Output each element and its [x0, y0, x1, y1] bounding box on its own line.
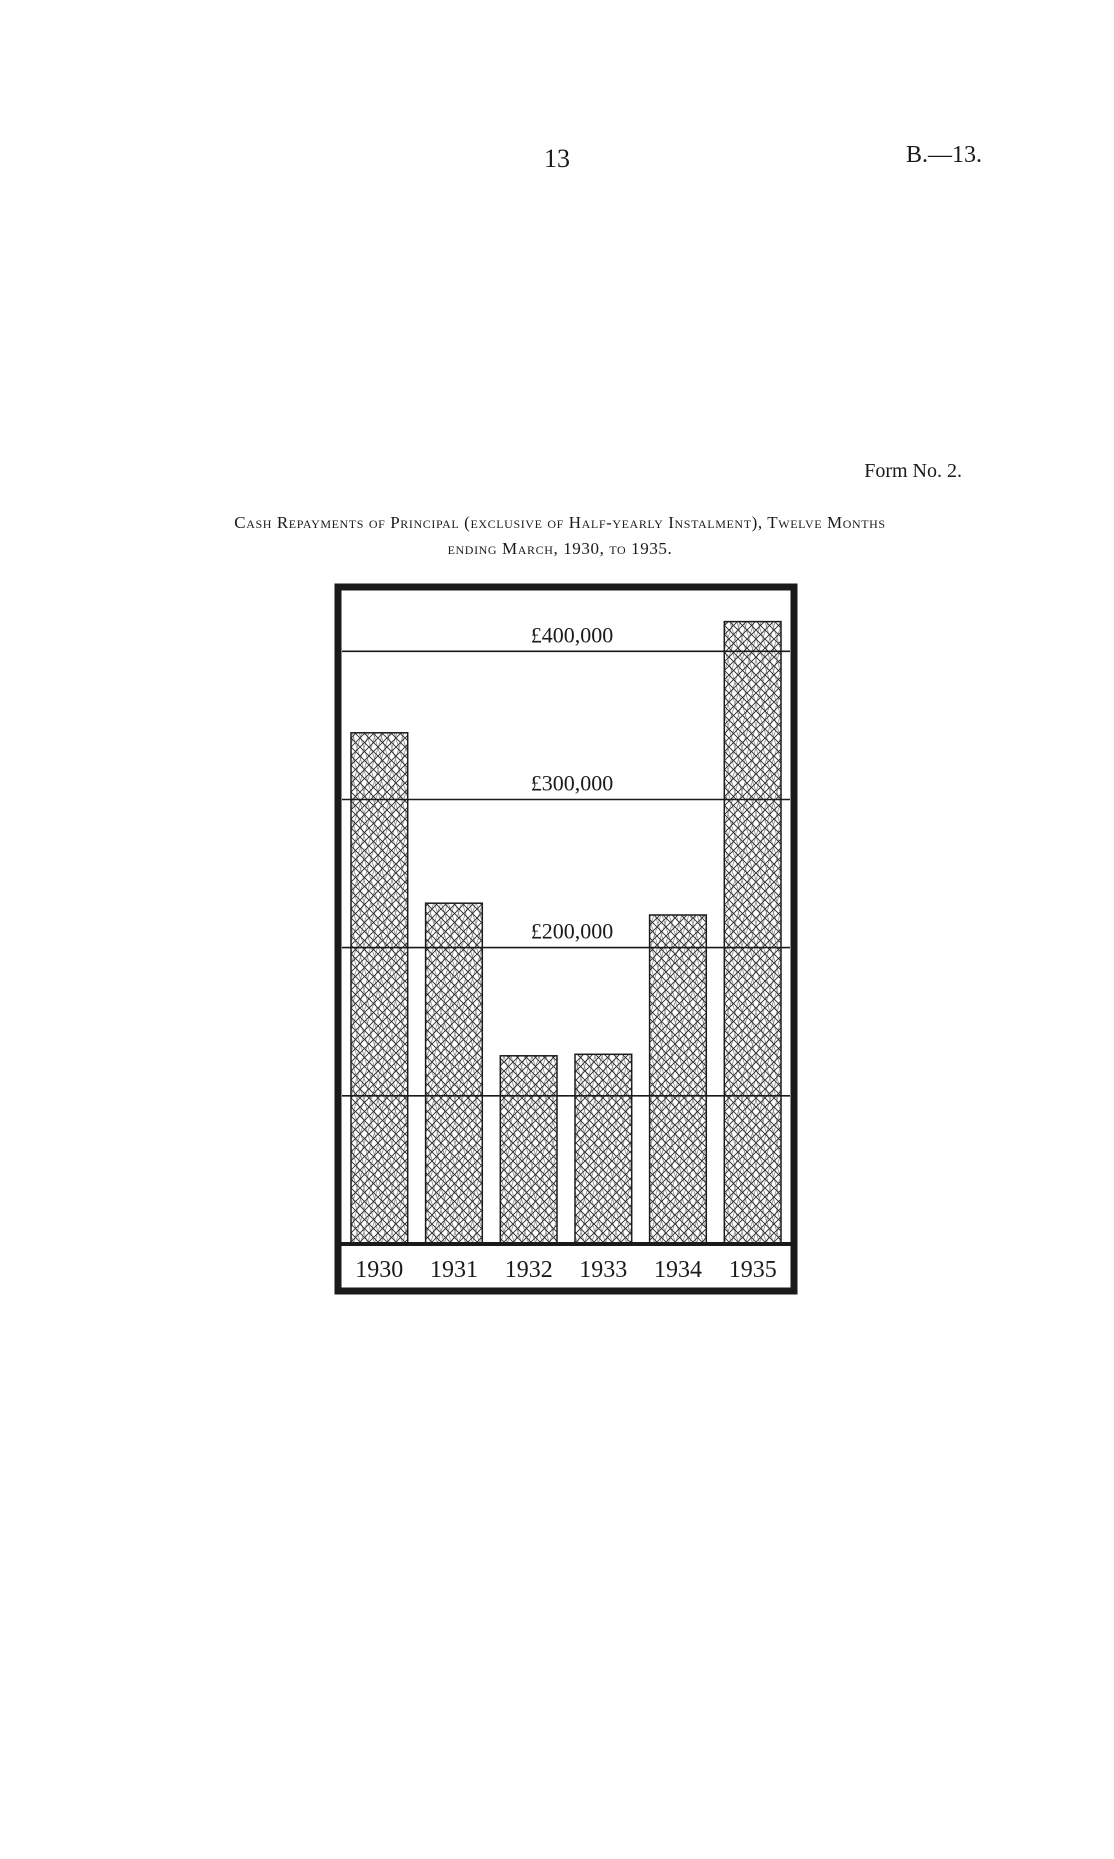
chart-title-line-1: Cash Repayments of Principal (exclusive of Half-yearly Instalment), Twelve Months — [234, 513, 886, 532]
category-label-1932: 1932 — [504, 1257, 553, 1283]
gridline-label: £400,000 — [530, 622, 614, 648]
category-labels-group — [355, 1257, 776, 1283]
document-reference: B.—13. — [905, 142, 982, 168]
chart-title-line-2: ending March, 1930, to 1935. — [447, 539, 673, 558]
bar-overlay-1931 — [426, 903, 483, 1244]
bar-overlay-1932 — [500, 1056, 557, 1244]
category-label-1935: 1935 — [728, 1257, 777, 1283]
bar-overlay-1930 — [351, 733, 408, 1244]
gridline-labels-group — [522, 619, 622, 943]
gridlines-group — [342, 651, 790, 1096]
category-label-1930: 1930 — [355, 1257, 404, 1283]
bar-overlay-1935 — [724, 622, 781, 1244]
form-number: Form No. 2. — [864, 460, 962, 482]
category-label-1933: 1933 — [579, 1257, 628, 1283]
category-label-1931: 1931 — [430, 1257, 478, 1283]
page-number: 13 — [544, 144, 570, 173]
category-label-1934: 1934 — [654, 1257, 702, 1283]
bar-overlay-1933 — [575, 1054, 632, 1244]
bar-overlay-1934 — [650, 915, 707, 1244]
gridline-label: £300,000 — [530, 770, 614, 796]
gridline-label: £200,000 — [530, 918, 614, 944]
